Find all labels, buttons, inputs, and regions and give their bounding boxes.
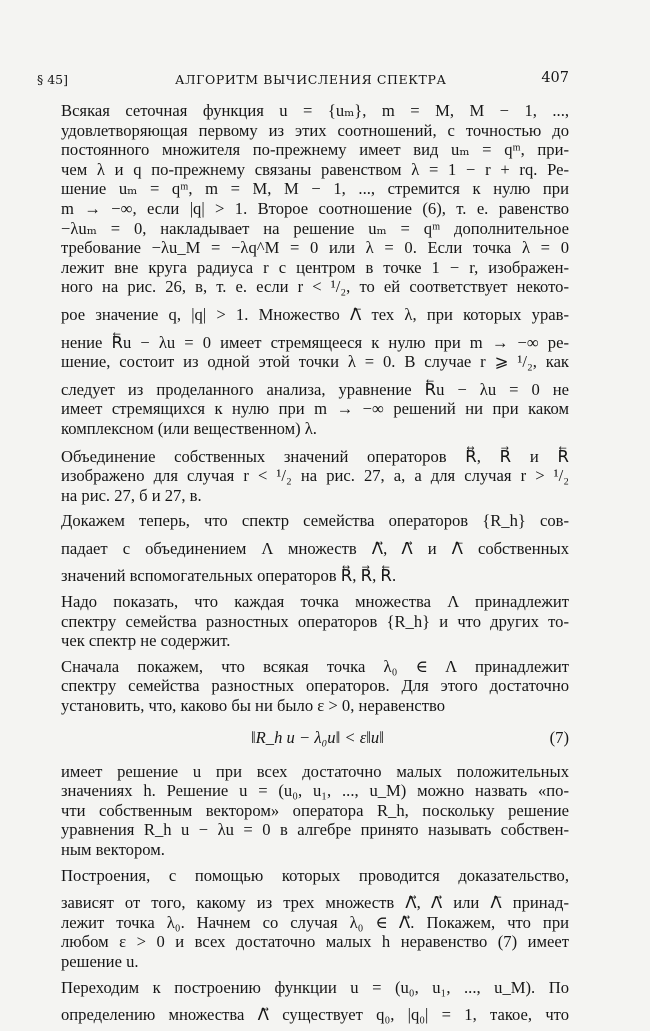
text-line: удовлетворяющая первому из этих соотношений, с точностью до <box>61 120 569 140</box>
text-line: лежит вне круга радиуса r с центром в точке 1 − r, изображен- <box>61 257 569 277</box>
text-line: рое значение q, |q| > 1. Множество Λ⃖ тех λ, при которых урав- <box>61 304 569 324</box>
text-line: чем λ и q по-прежнему связаны равенством λ = 1 − r + rq. Ре- <box>61 159 569 179</box>
paragraph <box>61 101 569 439</box>
text-line: комплексном (или вещественном) λ. <box>61 418 317 438</box>
display-formula <box>61 722 569 756</box>
paragraph <box>61 592 569 651</box>
text-line: на рис. 27, б и 27, в. <box>61 485 202 505</box>
text-line: Построения, с помощью которых проводится доказательство, <box>61 865 569 885</box>
text-line: установить, что, каково бы ни было ε > 0, неравенство <box>61 696 446 716</box>
formula-number: (7) <box>549 727 569 747</box>
text-line: ного на рис. 26, в, т. е. если r < ¹/₂, то ей соответствует некото- <box>61 277 569 297</box>
paragraph <box>61 762 569 860</box>
text-line: чек спектр не содержит. <box>61 631 231 651</box>
text-line: уравнения R_h u − λu = 0 в алгебре принято называть собствен- <box>61 820 569 840</box>
text-line: спектру семейства разностных операторов. Для этого достаточно <box>61 676 569 696</box>
text-line: Сначала покажем, что всякая точка λ₀ ∈ Λ принадлежит <box>61 656 569 676</box>
text-line: шение, состоит из одной этой точки λ = 0. В случае r ⩾ ¹/₂, как <box>61 352 569 372</box>
paragraph <box>61 447 569 506</box>
text-line: чти собственным вектором» оператора R_h, поскольку решение <box>61 800 569 820</box>
text-line: спектру семейства разностных операторов {R_h} и что других то- <box>61 611 569 631</box>
section-marker: § 45] <box>37 72 69 87</box>
text-line: постоянного множителя по-прежнему имеет вид uₘ = qᵐ, при- <box>61 140 569 160</box>
text-line: −λuₘ = 0, накладывает на решение uₘ = qᵐ дополнительное <box>61 218 569 238</box>
text-line: шение uₘ = qᵐ, m = M, M − 1, ..., стремится к нулю при <box>61 179 569 199</box>
page-body <box>61 101 569 1031</box>
paragraph <box>61 866 569 972</box>
text-line: Объединение собственных значений операторов R⃡, R⃗ и R⃖ <box>61 446 569 466</box>
paragraph <box>61 511 569 586</box>
text-line: зависят от того, какому из трех множеств Λ⃡, Λ⃗ или Λ⃖ принад- <box>61 893 569 913</box>
text-line: имеет решение u при всех достаточно малых положительных <box>61 761 569 781</box>
text-line: значений вспомогательных операторов R⃡, R⃗, R⃖. <box>61 566 397 586</box>
text-line: Всякая сеточная функция u = {uₘ}, m = M, M − 1, ..., <box>61 101 569 120</box>
text-line: любом ε > 0 и всех достаточно малых h неравенство (7) имеет <box>61 932 569 952</box>
paragraph <box>61 657 569 716</box>
text-line: падает с объединением Λ множеств Λ⃡, Λ⃗ и Λ⃖ собственных <box>61 538 569 558</box>
text-line: требование −λu_M = −λq^M = 0 или λ = 0. Если точка λ = 0 <box>61 238 569 258</box>
text-line: изображено для случая r < ¹/₂ на рис. 27, а, а для случая r > ¹/₂ <box>61 466 569 486</box>
text-line: имеет стремящихся к нулю при m → −∞ решений ни при каком <box>61 399 569 419</box>
page-number: 407 <box>541 70 569 86</box>
running-title: АЛГОРИТМ ВЫЧИСЛЕНИЯ СПЕКТРА <box>175 72 447 87</box>
text-line: лежит точка λ₀. Начнем со случая λ₀ ∈ Λ⃡. Покажем, что при <box>61 912 569 932</box>
text-line: ным вектором. <box>61 840 165 859</box>
text-line: Переходим к построению функции u = (u₀, u₁, ..., u_M). По <box>61 977 569 997</box>
text-line: m → −∞, если |q| > 1. Второе соотношение (6), т. е. равенство <box>61 198 569 218</box>
paragraph <box>61 978 569 1025</box>
text-line: решение u. <box>61 951 139 971</box>
text-line: определению множества Λ⃡ существует q₀, |q₀| = 1, такое, что <box>61 1005 569 1025</box>
formula-expression: ‖R_h u − λ₀u‖ < ε‖u‖ <box>251 727 384 747</box>
text-line: Надо показать, что каждая точка множества Λ принадлежит <box>61 592 569 612</box>
running-header <box>37 70 569 90</box>
text-line: Докажем теперь, что спектр семейства операторов {R_h} сов- <box>61 511 569 531</box>
text-line: значениях h. Решение u = (u₀, u₁, ..., u_M) можно назвать «по- <box>61 781 569 801</box>
text-line: следует из проделанного анализа, уравнение R⃖u − λu = 0 не <box>61 379 569 399</box>
text-line: нение R⃖u − λu = 0 имеет стремящееся к нулю при m → −∞ ре- <box>61 332 569 352</box>
